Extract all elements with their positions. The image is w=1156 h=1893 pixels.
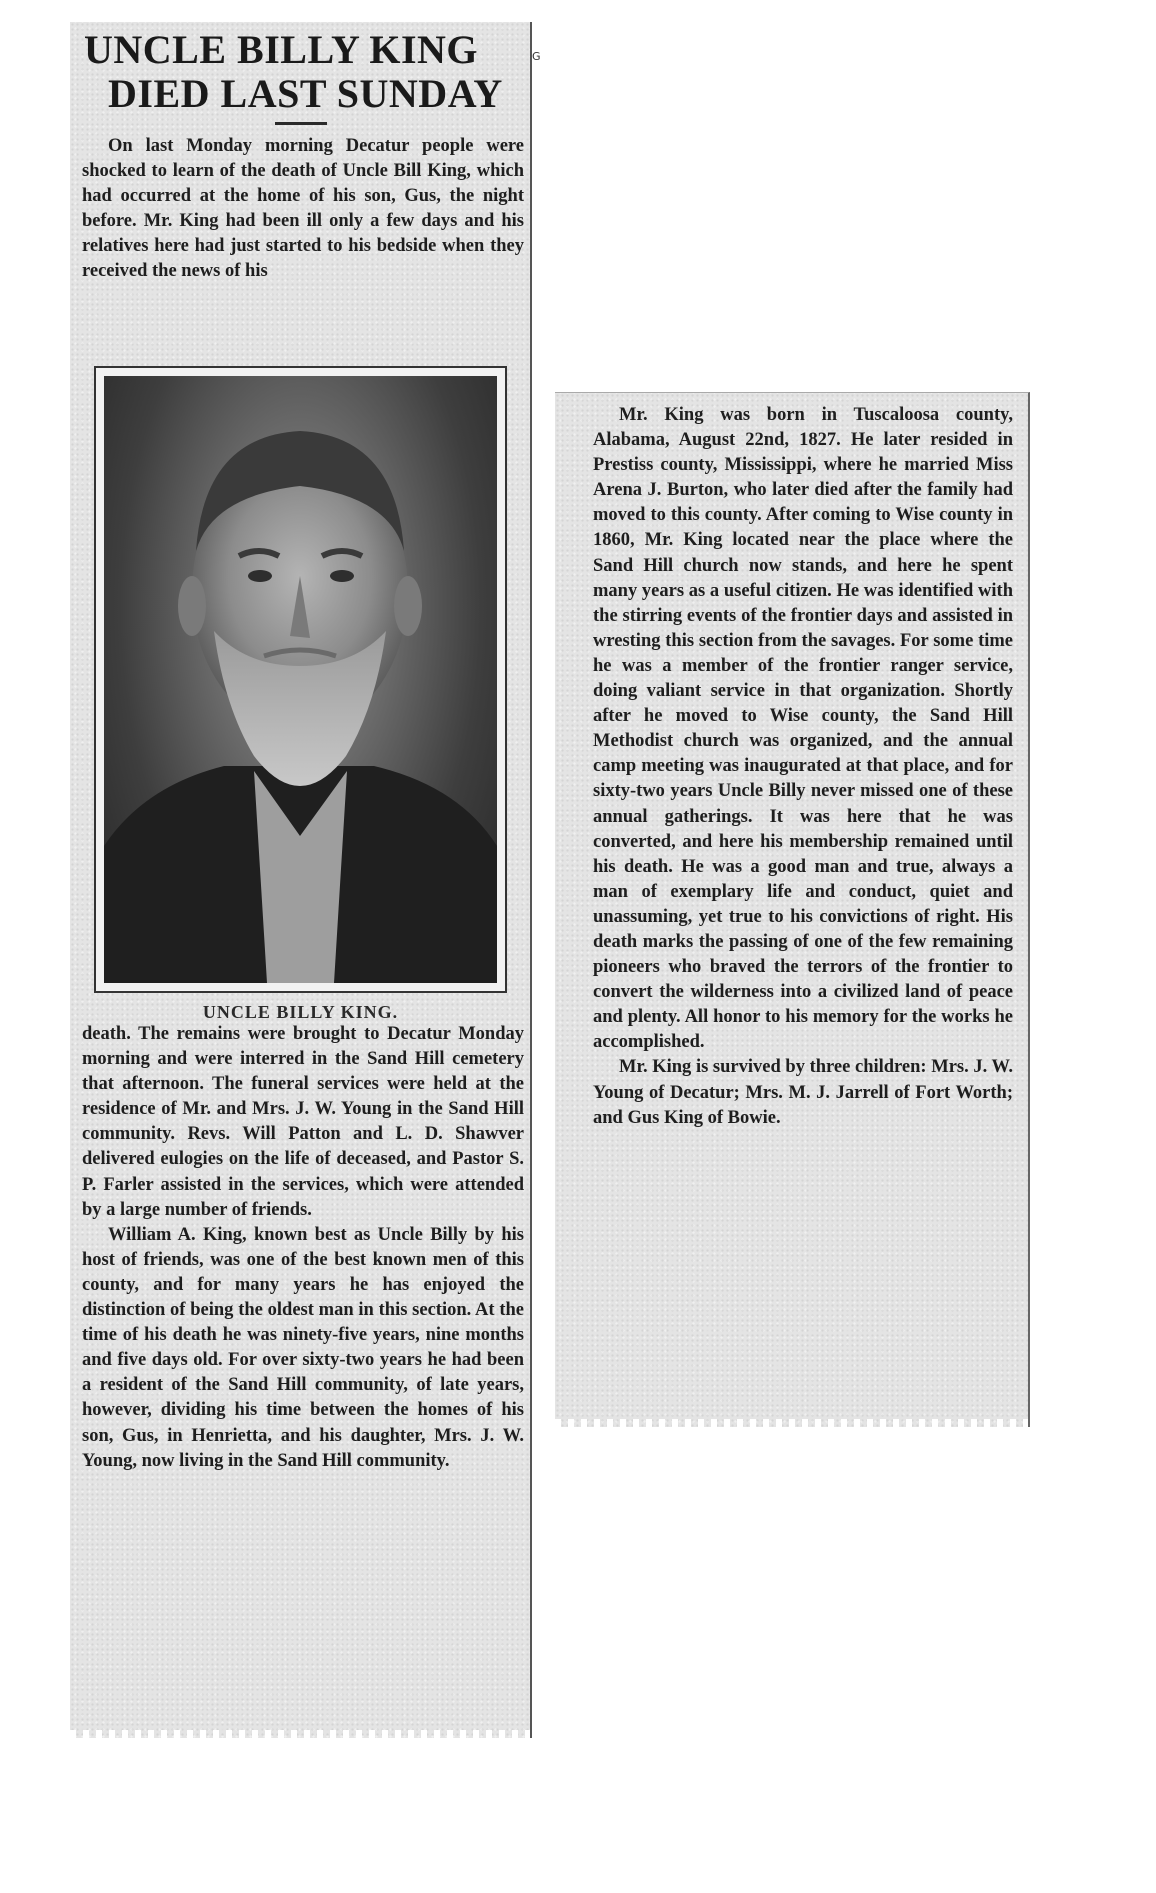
torn-edge-right <box>555 1419 1028 1427</box>
portrait-photo <box>104 376 497 983</box>
torn-edge <box>70 1730 530 1738</box>
lead-column <box>82 134 524 285</box>
newspaper-clipping-right <box>555 392 1030 1427</box>
headline-line-2: DIED LAST SUNDAY <box>108 71 503 116</box>
continuation-column <box>82 1022 524 1474</box>
headline-rule <box>275 122 327 125</box>
biography-paragraph: William A. King, known best as Uncle Billy by his host of friends, was one of the best known men of this county, and for many years he has enjoyed the distinction of being the oldest man in this section. At the time of his death he was ninety-five years, nine months and five days old. For over sixty-two years he had been a resident of the Sand Hill community, of late years, however, dividing his time between the homes of his son, Gus, in Henrietta, and his daughter, Mrs. J. W. Young, now living in the Sand Hill community. <box>82 1224 524 1471</box>
portrait-photo-frame <box>94 366 507 993</box>
continuation-paragraph: death. The remains were brought to Decatur Monday morning and were interred in the Sand Hill cemetery that afternoon. The funeral services were held at the residence of Mr. and Mrs. J. W. Young in the Sand Hill community. Revs. Will Patton and L. D. Shawver delivered eulogies on the life of deceased, and Pastor S. P. Farler assisted in the services, which were attended by a large number of friends. <box>82 1024 524 1220</box>
birth-paragraph: Mr. King was born in Tuscaloosa county, Alabama, August 22nd, 1827. He later resided in Prestiss county, Mississippi, where he married Miss Arena J. Burton, who later died after the family had moved to this county. After coming to Wise county in 1860, Mr. King located near the place where the Sand Hill church now stands, and here he spent many years as a useful citizen. He was identified with the stirring events of the frontier days and assisted in wresting this section from the savages. For some time he was a member of the frontier ranger service, doing valiant service in that organization. Shortly after he moved to Wise county, the Sand Hill Methodist church was organized, and the annual camp meeting was inaugurated at that place, and for sixty-two years Uncle Billy never missed one of these annual gatherings. It was here that he was converted, and here his membership remained until his death. He was a good man and true, always a man of exemplary life and conduct, quiet and unassuming, yet true to his convictions of right. His death marks the passing of one of the few remaining pioneers who braved the terrors of the frontier to convert the wilderness into a civilized land of peace and plenty. All honor to his memory for the works he accomplished. <box>593 405 1013 1053</box>
photo-caption: UNCLE BILLY KING. <box>202 1002 399 1022</box>
side-mark: G <box>532 50 541 63</box>
headline-line-1: UNCLE BILLY KING <box>84 27 479 72</box>
right-column <box>593 403 1013 1131</box>
portrait-illustration <box>104 376 497 983</box>
newspaper-clipping-left <box>70 22 541 1738</box>
survivors-paragraph: Mr. King is survived by three children: Mrs. J. W. Young of Decatur; Mrs. M. J. Jarrell of Fort Worth; and Gus King of Bowie. <box>593 1057 1013 1128</box>
lead-paragraph: On last Monday morning Decatur people were shocked to learn of the death of Uncle Bill King, which had occurred at the home of his son, Gus, the night before. Mr. King had been ill only a few days and his relatives here had just started to his bedside when they received the news of his <box>82 136 524 282</box>
